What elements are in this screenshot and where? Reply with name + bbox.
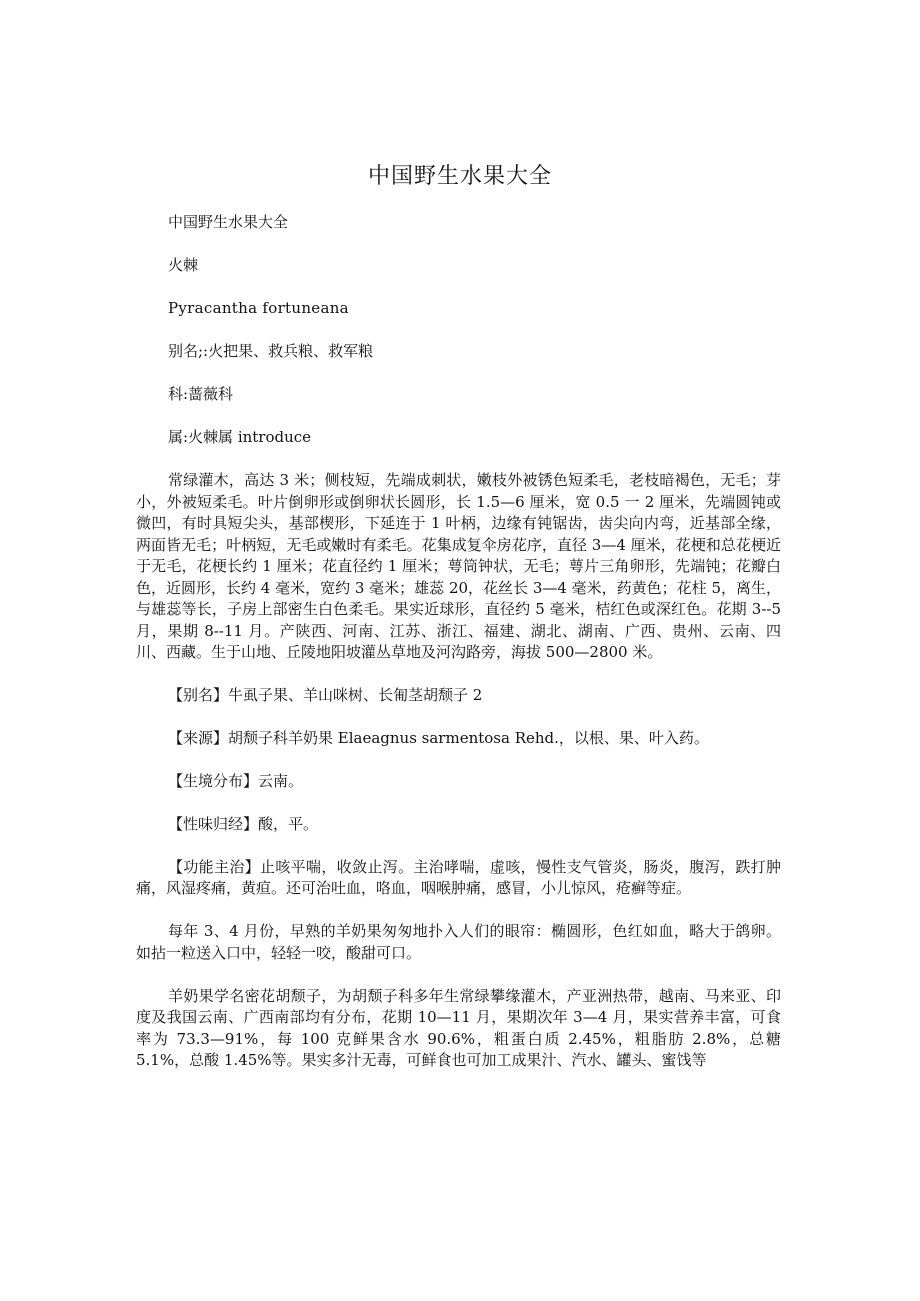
- document-body: [136, 212, 781, 1093]
- habitat-paragraph: 【生境分布】云南。: [168, 771, 304, 790]
- season-paragraph: 每年 3、4 月份，早熟的羊奶果匆匆地扑入人们的眼帘：椭圆形，色红如血，略大于鸽卵。如拈一粒送入口中，轻轻一咬，酸甜可口。: [136, 922, 781, 962]
- fruit-name-paragraph: 火棘: [168, 256, 199, 274]
- nature-paragraph: 【性味归经】酸，平。: [168, 814, 319, 833]
- alias-paragraph: 别名;:火把果、救兵粮、救军粮: [168, 342, 374, 360]
- family-paragraph: 科:蔷薇科: [168, 385, 234, 403]
- page-title: 中国野生水果大全: [367, 164, 552, 189]
- description-paragraph: 常绿灌木，高达 3 米；侧枝短，先端成刺状，嫩枝外被锈色短柔毛，老枝暗褐色，无毛；芽小，外被短柔毛。叶片倒卵形或倒卵状长圆形，长 1.5—6 厘米，宽 0.5 一 2 厘米，先端圆钝或微凹，有时具短尖头，基部楔形，下延连于 1 叶柄，边缘有钝锯齿，齿尖向内弯，近基部全缘，两面皆无毛；叶柄短，无毛或嫩时有柔毛。花集成复伞房花序，直径 3—4 厘米，花梗和总花梗近于无毛，花梗长约 1 厘米；花直径约 1 厘米；萼筒钟状，无毛；萼片三角卵形，先端钝；花瓣白色，近圆形，长约 4 毫米，宽约 3 毫米；雄蕊 20，花丝长 3—4 毫米，药黄色；花柱 5，离生，与雄蕊等长，子房上部密生白色柔毛。果实近球形，直径约 5 毫米，桔红色或深红色。花期 3--5 月，果期 8--11 月。产陕西、河南、江苏、浙江、福建、湖北、湖南、广西、贵州、云南、四川、西藏。生于山地、丘陵地阳坡灌丛草地及河沟路旁，海拔 500—2800 米。: [136, 471, 781, 661]
- subtitle-paragraph: 中国野生水果大全: [168, 213, 289, 231]
- latin-name-paragraph: Pyracantha fortuneana: [168, 299, 349, 317]
- genus-paragraph: 属:火棘属 introduce: [168, 428, 312, 446]
- species-paragraph: 羊奶果学名密花胡颓子，为胡颓子科多年生常绿攀缘灌木，产亚洲热带，越南、马来亚、印度及我国云南、广西南部均有分布，花期 10—11 月，果期次年 3—4 月，果实营养丰富，可食率为 73.3—91%，每 100 克鲜果含水 90.6%，粗蛋白质 2.45%，粗脂肪 2.8%，总糖 5.1%，总酸 1.45%等。果实多汁无毒，可鲜食也可加工成果汁、汽水、罐头、蜜饯等: [136, 986, 781, 1069]
- function-paragraph: 【功能主治】止咳平喘，收敛止泻。主治哮喘，虚咳，慢性支气管炎，肠炎，腹泻，跌打肿痛，风湿疼痛，黄疸。还可治吐血，咯血，咽喉肿痛，感冒，小儿惊风，疮癣等症。: [136, 857, 781, 897]
- alias-2-paragraph: 【别名】牛虱子果、羊山咪树、长匍茎胡颓子 2: [168, 685, 483, 704]
- source-paragraph: 【来源】胡颓子科羊奶果 Elaeagnus sarmentosa Rehd.，以根、果、叶入药。: [168, 728, 709, 747]
